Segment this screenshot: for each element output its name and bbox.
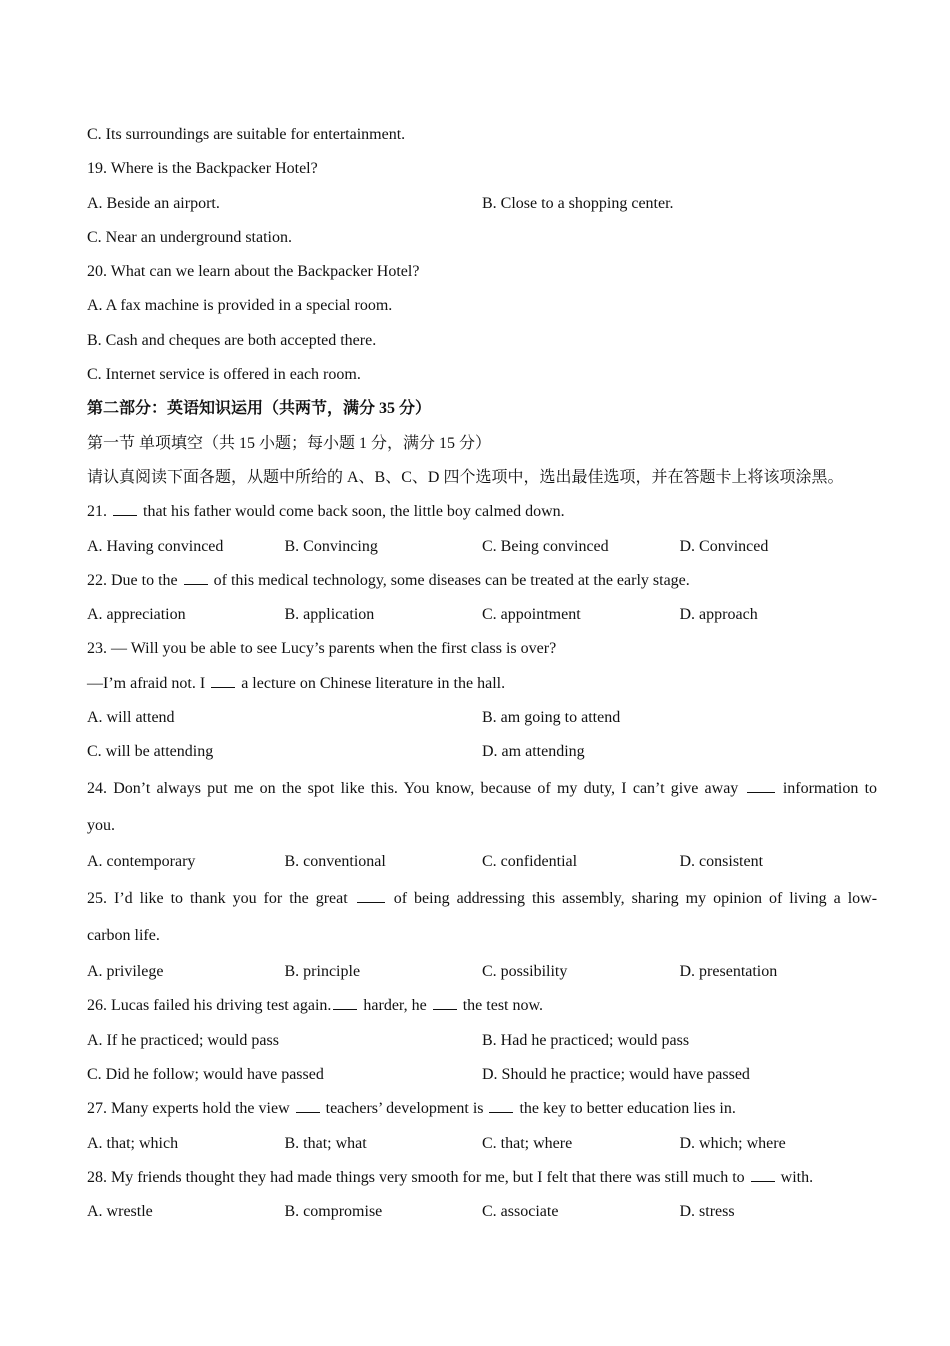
q26-option-d: D. Should he practice; would have passed <box>482 1066 750 1084</box>
q25-option-a: A. privilege <box>87 963 164 981</box>
q22-option-c: C. appointment <box>482 606 581 624</box>
q27-stem: 27. Many experts hold the view teachers’ development is the key to better education lies in. <box>87 1100 736 1118</box>
q23-options-row1 <box>87 701 877 735</box>
answer-blank <box>184 571 208 585</box>
q23-options-row2 <box>87 735 877 769</box>
q24-option-b: B. conventional <box>284 853 386 871</box>
q26-options-row2 <box>87 1058 877 1092</box>
section1-heading: 第一节 单项填空（共 15 小题；每小题 1 分，满分 15 分） <box>87 434 492 452</box>
q25-stem-cont: carbon life. <box>87 927 160 945</box>
answer-blank <box>333 996 357 1010</box>
q19-options <box>87 187 877 221</box>
answer-blank <box>433 996 457 1010</box>
q27-option-d: D. which; where <box>679 1134 786 1152</box>
q28-option-b: B. compromise <box>284 1203 383 1221</box>
q26-option-c: C. Did he follow; would have passed <box>87 1066 324 1084</box>
q24-stem-cont: you. <box>87 817 115 835</box>
q18-option-c: C. Its surroundings are suitable for entertainment. <box>87 126 406 143</box>
q26-stem: 26. Lucas failed his driving test again. harder, he the test now. <box>87 997 543 1015</box>
q21-option-a: A. Having convinced <box>87 537 224 555</box>
answer-blank <box>747 779 775 793</box>
q25-option-d: D. presentation <box>679 963 778 981</box>
q27-options <box>87 1127 877 1161</box>
q21-option-b: B. Convincing <box>284 537 378 555</box>
q26-options-row1 <box>87 1024 877 1058</box>
q25-stem: 25. I’d like to thank you for the great of being addressing this assembly, sharing my opinion of living a low- <box>87 889 878 907</box>
q20-option-a: A. A fax machine is provided in a special room. <box>87 297 393 315</box>
q28-option-c: C. associate <box>482 1203 559 1221</box>
q21-options <box>87 530 877 564</box>
q28-stem: 28. My friends thought they had made things very smooth for me, but I felt that there was still much to with. <box>87 1168 814 1186</box>
q21-option-c: C. Being convinced <box>482 537 609 555</box>
q22-option-a: A. appreciation <box>87 606 186 624</box>
answer-blank <box>211 674 235 688</box>
q25-option-b: B. principle <box>284 963 361 981</box>
q21-option-d: D. Convinced <box>679 537 769 555</box>
q23-option-b: B. am going to attend <box>482 709 621 727</box>
answer-blank <box>751 1168 775 1182</box>
q28-option-d: D. stress <box>679 1203 735 1221</box>
q23-option-c: C. will be attending <box>87 743 214 761</box>
q24-options <box>87 845 877 879</box>
q26-option-a: A. If he practiced; would pass <box>87 1031 279 1049</box>
answer-blank <box>489 1099 513 1113</box>
q22-option-b: B. application <box>284 606 375 624</box>
answer-blank <box>357 889 385 903</box>
exam-page <box>87 118 877 1230</box>
part2-heading: 第二部分：英语知识运用（共两节，满分 35 分） <box>87 400 432 418</box>
q19-stem: 19. Where is the Backpacker Hotel? <box>87 160 318 178</box>
q22-option-d: D. approach <box>679 606 758 624</box>
q23-option-a: A. will attend <box>87 709 175 727</box>
q22-stem: 22. Due to the of this medical technology, some diseases can be treated at the early stage. <box>87 571 690 589</box>
q24-option-c: C. confidential <box>482 853 578 871</box>
q21-stem: 21. that his father would come back soon, the little boy calmed down. <box>87 503 565 521</box>
q28-option-a: A. wrestle <box>87 1203 153 1221</box>
q20-option-c: C. Internet service is offered in each room. <box>87 366 361 384</box>
q26-option-b: B. Had he practiced; would pass <box>482 1031 690 1049</box>
q20-option-b: B. Cash and cheques are both accepted there. <box>87 331 377 349</box>
q23-stem: 23. — Will you be able to see Lucy’s parents when the first class is over? <box>87 640 557 658</box>
answer-blank <box>113 502 137 516</box>
q19-option-c: C. Near an underground station. <box>87 228 292 246</box>
q20-stem: 20. What can we learn about the Backpacker Hotel? <box>87 263 420 281</box>
instructions: 请认真阅读下面各题，从题中所给的 A、B、C、D 四个选项中，选出最佳选项，并在答题卡上将该项涂黑。 <box>87 468 844 486</box>
q19-option-b: B. Close to a shopping center. <box>482 194 674 212</box>
q19-option-a: A. Beside an airport. <box>87 194 220 212</box>
q27-option-a: A. that; which <box>87 1134 179 1152</box>
q24-option-a: A. contemporary <box>87 853 196 871</box>
q27-option-c: C. that; where <box>482 1134 573 1152</box>
q24-option-d: D. consistent <box>679 853 764 871</box>
q25-options <box>87 955 877 989</box>
answer-blank <box>296 1099 320 1113</box>
q25-option-c: C. possibility <box>482 963 568 981</box>
q23-option-d: D. am attending <box>482 743 585 761</box>
q24-stem: 24. Don’t always put me on the spot like this. You know, because of my duty, I can’t give away information to <box>87 779 878 797</box>
q22-options <box>87 598 877 632</box>
q23-reply: —I’m afraid not. I a lecture on Chinese literature in the hall. <box>87 674 506 692</box>
q28-options <box>87 1195 877 1229</box>
q27-option-b: B. that; what <box>284 1134 367 1152</box>
